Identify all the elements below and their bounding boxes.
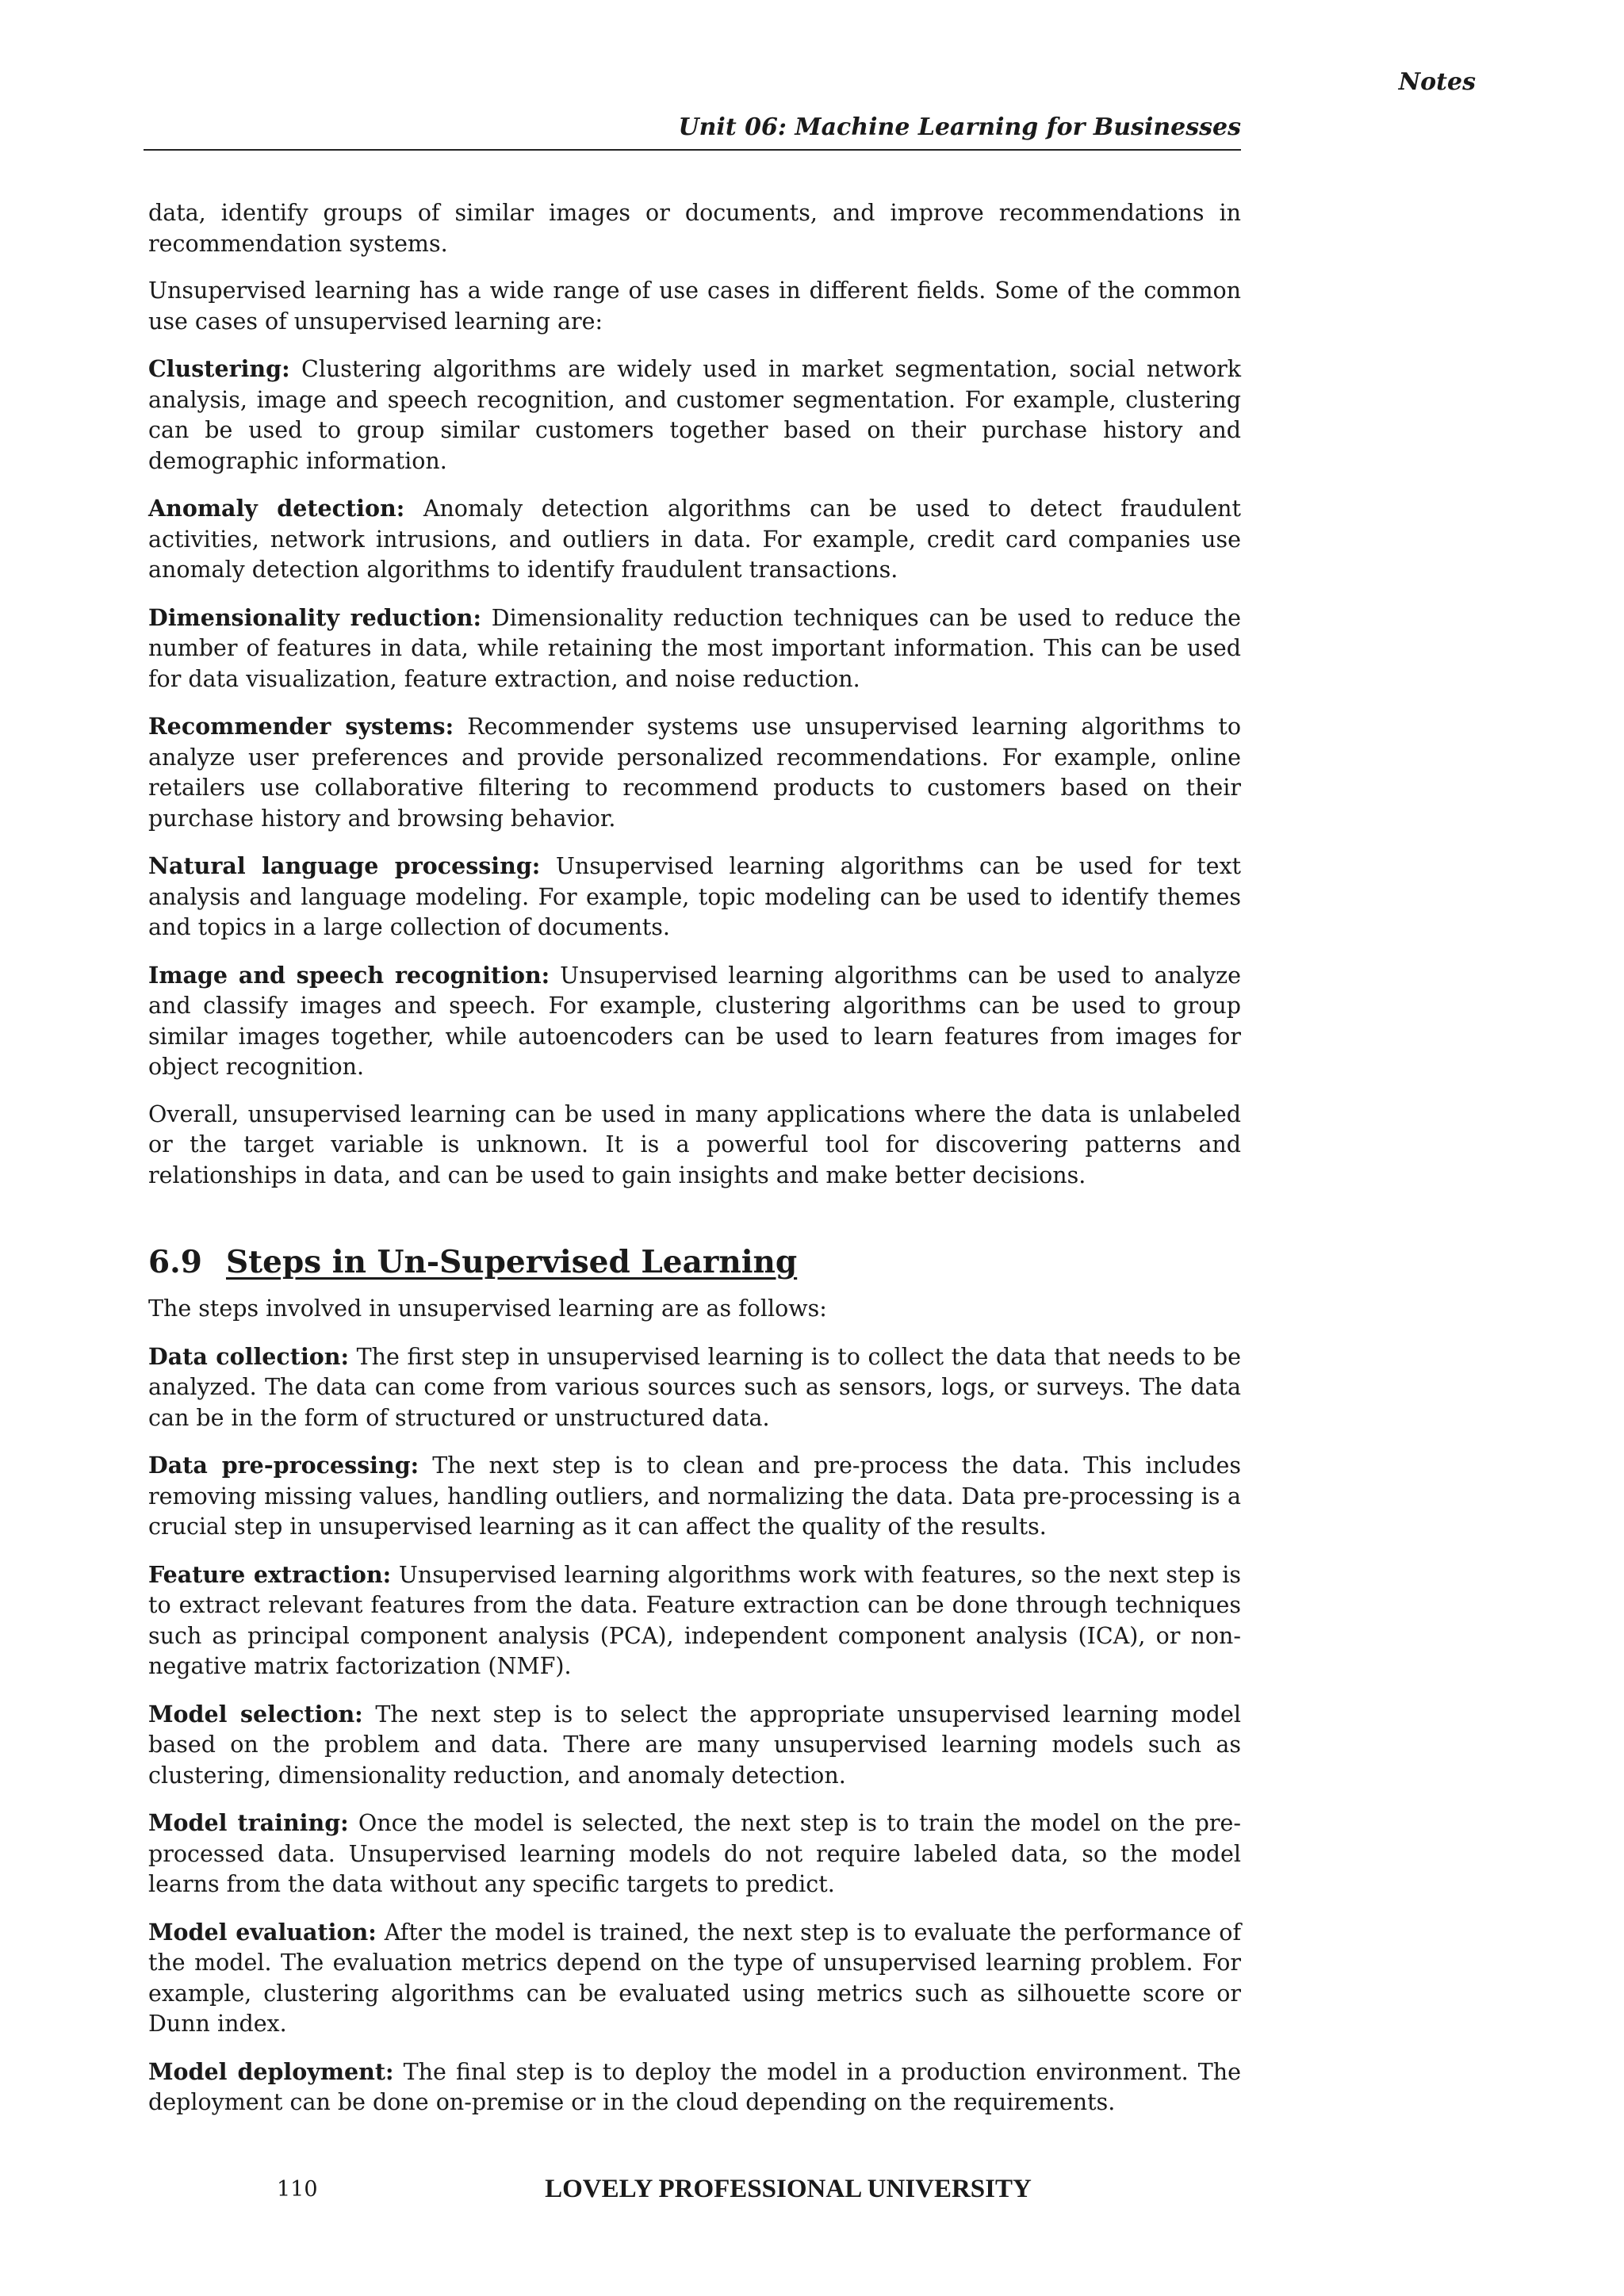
step-text: The first step in unsupervised learning is to collect the data that needs to be analyzed. The data can come from various sources such as sensors, logs, or surveys. The data can be in the form of structured or unstructured data. <box>148 1343 1241 1431</box>
section-intro: The steps involved in unsupervised learning are as follows: <box>148 1295 827 1322</box>
step-data-collection <box>148 1341 1241 1434</box>
intro-paragraph-1: data, identify groups of similar images or documents, and improve recommendations in recommendation systems. <box>148 200 1241 257</box>
step-text: After the model is trained, the next step is to evaluate the performance of the model. The evaluation metrics depend on the type of unsupervised learning problem. For example, clustering algorithms can be evaluated using metrics such as silhouette score or Dunn index. <box>148 1919 1242 2037</box>
step-text: The next step is to clean and pre-process the data. This includes removing missing values, handling outliers, and normalizing the data. Data pre-processing is a crucial step in unsupervised learning as it can affect the quality of the results. <box>148 1452 1241 1540</box>
page-number: 110 <box>277 2177 318 2202</box>
use-case-term: Recommender systems: <box>148 713 454 740</box>
step-term: Feature extraction: <box>148 1560 392 1588</box>
use-case-anomaly-detection <box>148 493 1241 586</box>
step-feature-extraction <box>148 1559 1241 1682</box>
use-case-nlp <box>148 851 1241 943</box>
step-text: Unsupervised learning algorithms work with features, so the next step is to extract relevant features from the data. Feature extraction can be done through techniques such as principal component analysis (PCA), independent component analysis (ICA), or non-negative matrix factorization (NMF). <box>148 1561 1241 1679</box>
use-case-term: Dimensionality reduction: <box>148 603 481 631</box>
section-heading <box>148 1242 1241 1283</box>
step-model-evaluation <box>148 1917 1241 2040</box>
use-case-term: Natural language processing: <box>148 852 541 879</box>
step-term: Data collection: <box>148 1342 350 1370</box>
step-model-deployment <box>148 2057 1241 2118</box>
step-model-selection <box>148 1699 1241 1792</box>
use-case-text: Dimensionality reduction techniques can be used to reduce the number of features in data, while retaining the most important information. This can be used for data visualization, feature extraction, and noise reduction. <box>148 604 1241 692</box>
step-text: The final step is to deploy the model in a production environment. The deployment can be done on-premise or in the cloud depending on the requirements. <box>148 2058 1241 2115</box>
use-case-text: Anomaly detection algorithms can be used to detect fraudulent activities, network intrusions, and outliers in data. For example, credit card companies use anomaly detection algorithms to identify fraudulent transactions. <box>148 496 1241 583</box>
step-term: Data pre-processing: <box>148 1452 419 1479</box>
step-term: Model deployment: <box>148 2057 394 2085</box>
use-case-term: Image and speech recognition: <box>148 961 550 989</box>
step-term: Model training: <box>148 1809 349 1836</box>
overall-paragraph: Overall, unsupervised learning can be used in many applications where the data is unlabeled or the target variable is unknown. It is a powerful tool for discovering patterns and relationships in data, and can be used to gain insights and make better decisions. <box>148 1100 1241 1188</box>
use-case-text: Clustering algorithms are widely used in market segmentation, social network analysis, image and speech recognition, and customer segmentation. For example, clustering can be used to group similar customers together based on their purchase history and demographic information. <box>148 356 1241 474</box>
page-body <box>148 198 1241 2135</box>
step-term: Model evaluation: <box>148 1918 377 1946</box>
use-case-term: Clustering: <box>148 355 290 382</box>
use-case-clustering <box>148 354 1241 476</box>
step-text: The next step is to select the appropriate unsupervised learning model based on the problem and data. There are many unsupervised learning models such as clustering, dimensionality reduction, and anomaly detection. <box>148 1701 1241 1789</box>
running-header: Unit 06: Machine Learning for Businesses <box>144 113 1241 151</box>
use-case-term: Anomaly detection: <box>148 495 405 522</box>
step-text: Once the model is selected, the next step is to train the model on the pre-processed data. Unsupervised learning models do not require labeled data, so the model learns from the data without any specific targets to predict. <box>148 1810 1241 1897</box>
step-term: Model selection: <box>148 1700 363 1728</box>
use-case-image-speech-recognition <box>148 960 1241 1083</box>
section-title: Steps in Un-Supervised Learning <box>226 1244 798 1280</box>
section-number: 6.9 <box>148 1244 202 1280</box>
margin-notes-label: Notes <box>1398 68 1476 96</box>
step-model-training <box>148 1808 1241 1900</box>
use-case-text: Recommender systems use unsupervised learning algorithms to analyze user preferences and provide personalized recommendations. For example, online retailers use collaborative filtering to recommend products to customers based on their purchase history and browsing behavior. <box>148 714 1241 832</box>
intro-paragraph-2: Unsupervised learning has a wide range of use cases in different fields. Some of the common use cases of unsupervised learning are: <box>148 277 1241 335</box>
use-case-text: Unsupervised learning algorithms can be used to analyze and classify images and speech. For example, clustering algorithms can be used to group similar images together, while autoencoders can be used to learn features from images for object recognition. <box>148 962 1241 1080</box>
use-case-text: Unsupervised learning algorithms can be used for text analysis and language modeling. For example, topic modeling can be used to identify themes and topics in a large collection of documents. <box>148 853 1241 940</box>
use-case-dimensionality-reduction <box>148 603 1241 695</box>
university-name: LOVELY PROFESSIONAL UNIVERSITY <box>545 2175 1032 2203</box>
step-data-preprocessing <box>148 1450 1241 1543</box>
use-case-recommender-systems <box>148 711 1241 834</box>
footer-university <box>0 2175 1624 2204</box>
